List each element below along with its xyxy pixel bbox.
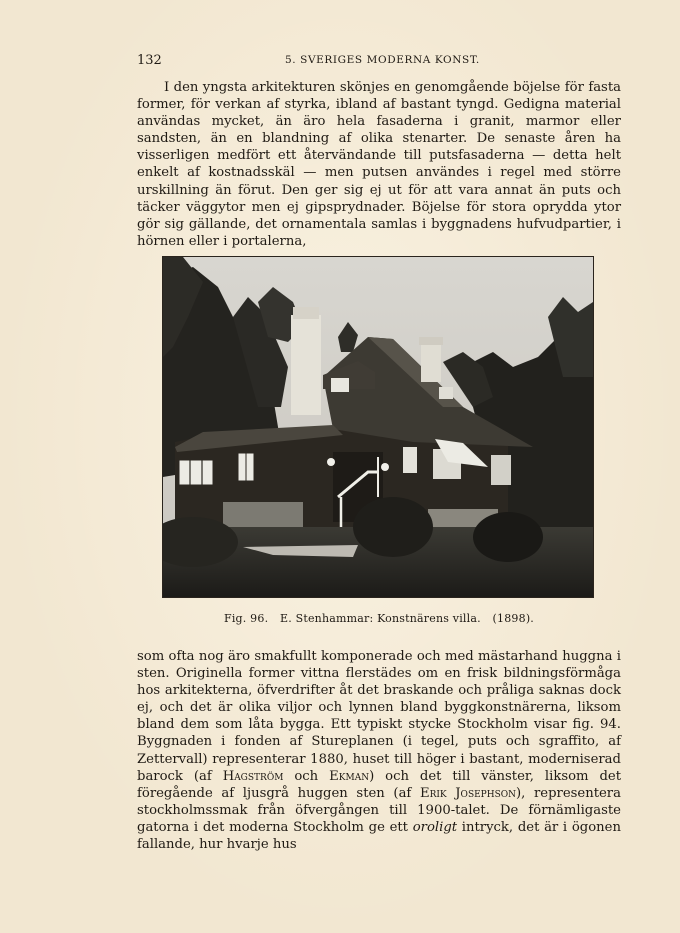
villa-photograph <box>163 257 593 597</box>
paragraph-top-text: I den yngsta arkitekturen skönjes en genomgående böjelse för fasta former, för verkan af styrka, ibland af bastant tyngd. Gedigna material användas mycket, än äro hela fasaderna i granit, marmor eller sandsten, än en blandning af olika stenarter. De senaste åren ha visserligen medfört ett återvändande till putsfasaderna — detta helt enkelt af kostnadsskäl — men putsen användes i regel med större urskillning än förut. Den ger sig ej ut för att vara annat än puts och täcker väggytor men ej gipsprydnader. Böjelse för stora oprydda ytor gör sig gällande, det ornamentala samlas i byggnadens hufvudpartier, i hörnen eller i portalerna, <box>137 80 621 249</box>
italic-word-oroligt: oroligt <box>412 819 458 835</box>
figure-caption <box>137 612 621 625</box>
figure-photo-villa <box>162 256 594 598</box>
paragraph-top <box>137 79 621 250</box>
name-ekman: Ekman <box>329 768 370 784</box>
paragraph-bottom-part1: som ofta nog äro smakfullt komponerade och med mästarhand huggna i sten. Originella former vittna flerstädes om en frisk bildningsförmåga hos arkitekterna, öfverdrifter åt det braskande och pråliga saknas dock ej, och det är olika viljor och lynnen bland byggkonstnärerna, liksom bland dem som låta bygga. Ett typiskt stycke Stockholm visar fig. 94. Byggnaden i fonden af Stureplanen (i tegel, puts och sgraffito, af Zettervall) representerar 1880, huset till höger i bastant, moderniserad barock (af <box>137 649 621 784</box>
word-och: och <box>294 768 319 784</box>
figure-label: Fig. 96. <box>223 612 269 625</box>
name-erik-josephson: Erik Josephson <box>419 785 516 801</box>
name-hagstrom: Hagström <box>222 768 284 784</box>
running-head <box>137 53 621 71</box>
section-title: 5. SVERIGES MODERNA KONST. <box>285 54 480 66</box>
figure-caption-text: E. Stenhammar: Konstnärens villa. <box>279 612 481 625</box>
paragraph-bottom <box>137 648 621 853</box>
paragraph-bottom-part2: ) och det till vänster, liksom det föregående af ljusgrå huggen sten (af <box>137 768 621 801</box>
page-number: 132 <box>137 53 162 68</box>
paragraph-bottom-part4: intryck, det är i ögonen fallande, hur hvarje hus <box>137 819 621 853</box>
paragraph-bottom-part3: ), representera stockholmssmak från öfvergången till 1900-talet. De förnämligaste gatorna i det moderna Stockholm ge ett <box>137 785 621 835</box>
figure-year: (1898). <box>492 612 535 625</box>
